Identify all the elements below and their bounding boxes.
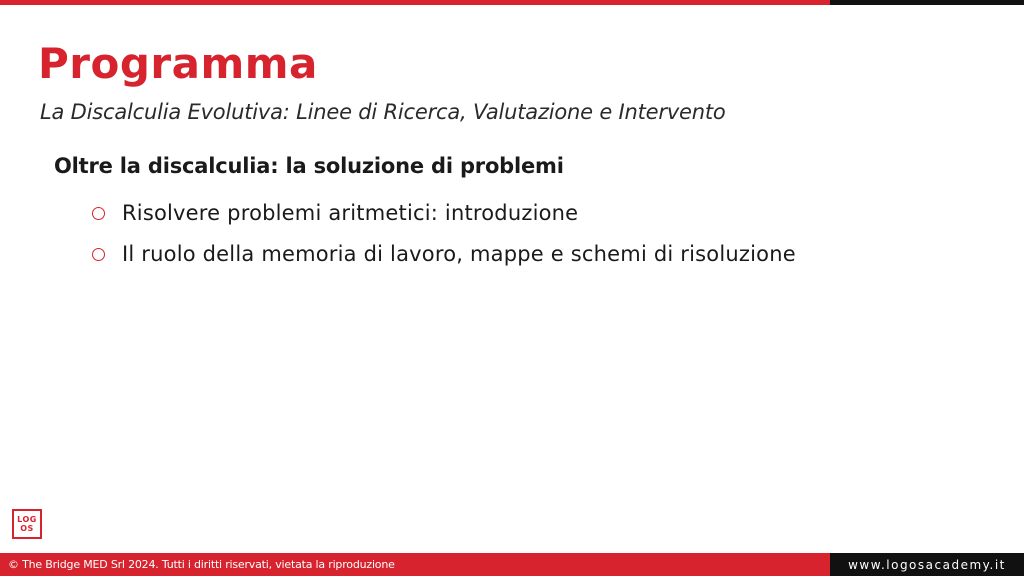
slide-subtitle: La Discalculia Evolutiva: Linee di Ricerca, Valutazione e Intervento <box>40 100 726 124</box>
logo-text-line2: OS <box>20 524 34 533</box>
bullet-list <box>92 199 796 281</box>
footer-copyright: © The Bridge MED Srl 2024. Tutti i diritti riservati, vietata la riproduzione <box>8 558 395 571</box>
footer-url-link[interactable]: www.logosacademy.it <box>848 557 1006 572</box>
top-accent-bar-black <box>830 0 1024 5</box>
bullet-text: Risolvere problemi aritmetici: introduzione <box>122 201 579 225</box>
bullet-item <box>92 199 796 227</box>
circle-bullet-icon <box>92 207 105 220</box>
footer-copyright-bar <box>0 553 830 576</box>
footer-url-bar <box>830 553 1024 576</box>
slide-title: Programma <box>38 39 318 88</box>
section-heading: Oltre la discalculia: la soluzione di problemi <box>54 154 564 178</box>
bullet-text: Il ruolo della memoria di lavoro, mappe e schemi di risoluzione <box>122 242 796 266</box>
logo-text-line1: LOG <box>17 515 37 524</box>
top-accent-bar-red <box>0 0 830 5</box>
logos-logo <box>12 509 42 539</box>
circle-bullet-icon <box>92 248 105 261</box>
bullet-item <box>92 240 796 268</box>
